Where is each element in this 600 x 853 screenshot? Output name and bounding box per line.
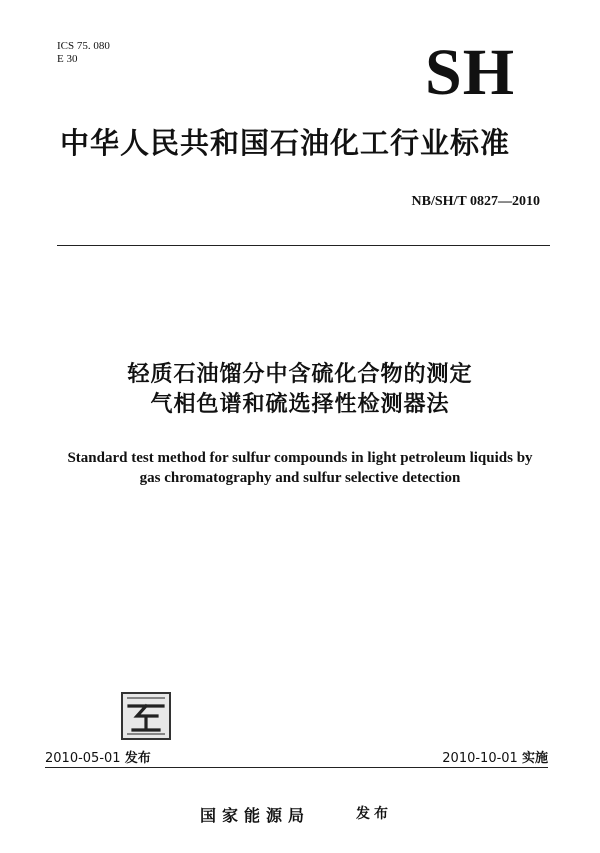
ics-code: ICS 75. 080 <box>57 40 110 52</box>
seal-stamp-icon <box>121 692 171 740</box>
top-divider <box>57 245 550 246</box>
sh-logo: SH <box>425 36 516 109</box>
standard-number: NB/SH/T 0827—2010 <box>411 194 540 209</box>
chinese-title <box>0 360 600 420</box>
classification-codes <box>57 40 110 66</box>
issue-date-line <box>45 747 151 766</box>
publisher-action: 发布 <box>356 806 392 822</box>
english-title-line-2: gas chromatography and sulfur selective detection <box>139 470 461 486</box>
chinese-title-line-2: 气相色谱和硫选择性检测器法 <box>150 392 450 417</box>
english-title-line-1: Standard test method for sulfur compounds in light petroleum liquids by <box>67 450 533 466</box>
implement-label: 实施 <box>521 751 548 766</box>
industry-standard-title: 中华人民共和国石油化工行业标准 <box>60 126 511 160</box>
bottom-divider <box>45 767 548 768</box>
chinese-title-line-1: 轻质石油馏分中含硫化合物的测定 <box>127 362 473 387</box>
implement-date-line <box>442 747 548 766</box>
publisher-name: 国家能源局 <box>200 806 311 825</box>
implement-date: 2010-10-01 <box>442 751 518 766</box>
issue-label: 发布 <box>124 751 151 766</box>
ccs-code: E 30 <box>57 53 78 65</box>
english-title <box>0 448 600 488</box>
issue-date: 2010-05-01 <box>45 751 121 766</box>
